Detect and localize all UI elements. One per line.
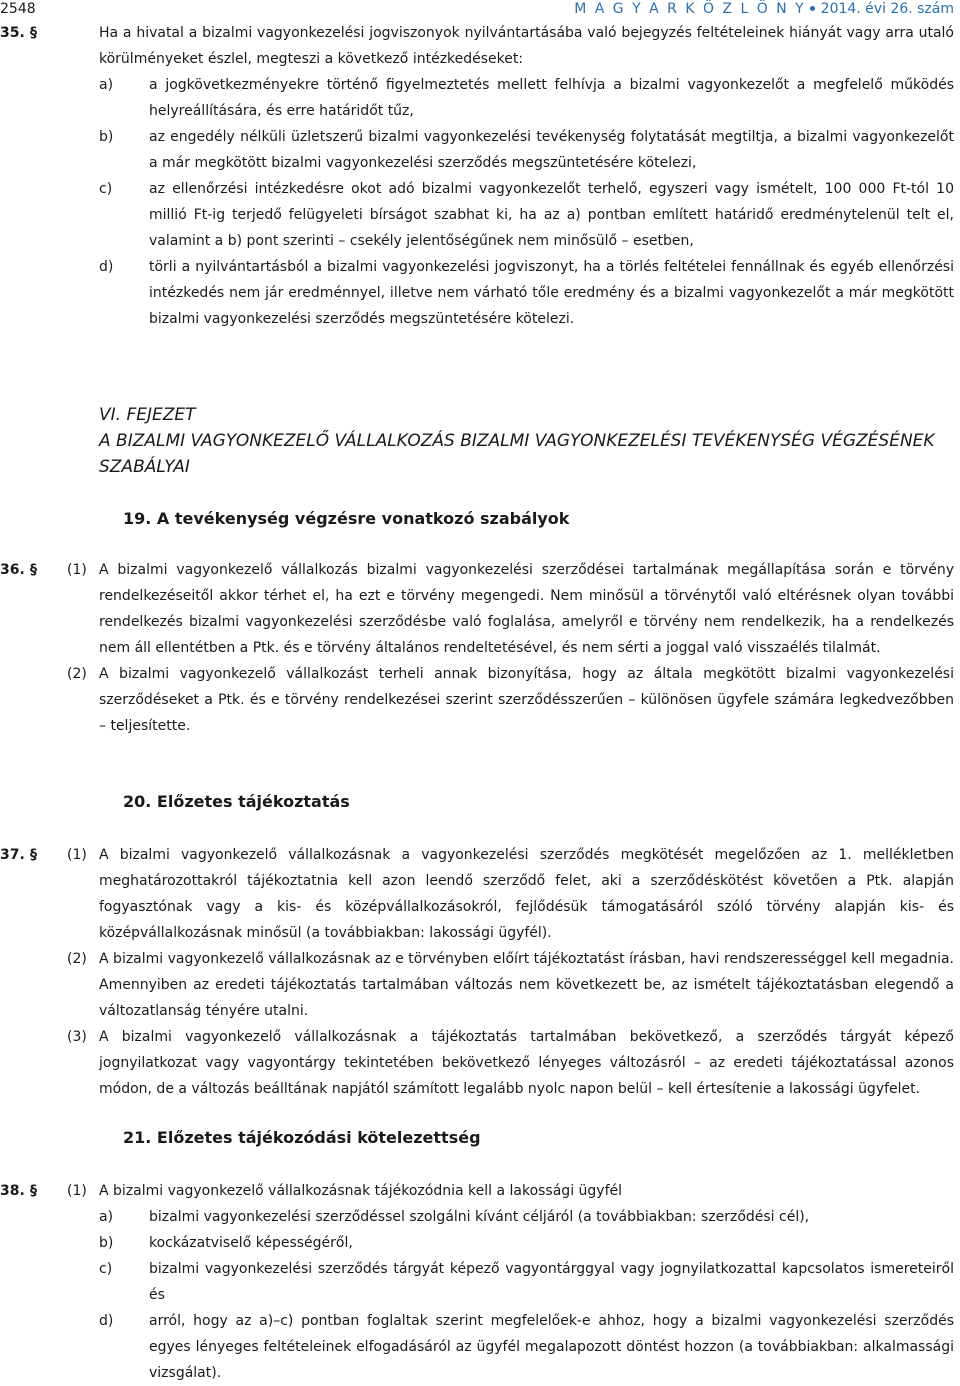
item-label: b) (99, 1235, 114, 1251)
list-item (0, 254, 954, 332)
list-item (0, 1308, 954, 1386)
journal-header (574, 0, 954, 18)
section-mark: § (30, 25, 37, 41)
list-item (0, 1204, 954, 1230)
subsection-text: A bizalmi vagyonkezelő vállalkozást terheli annak bizonyítása, hogy az általa megkötött bizalmi vagyonkezelési szerződéseket a Ptk. és e törvény rendelkezései szerint szerződésszerűen – különösen ügyfele számára legkedvezőbben – teljesítette. (99, 666, 954, 734)
issue-label: 2014. évi 26. szám (820, 1, 954, 17)
item-text: bizalmi vagyonkezelési szerződéssel szolgálni kívánt céljáról (a továbbiakban: szerződési cél), (149, 1209, 810, 1225)
item-label: a) (99, 77, 114, 93)
page-number: 2548 (0, 1, 36, 17)
running-header (0, 0, 954, 20)
item-label: d) (99, 259, 114, 275)
section-heading-21: 21. Előzetes tájékozódási kötelezettség (123, 1128, 481, 1147)
list-item (0, 176, 954, 254)
subsection-number: (3) (67, 1029, 87, 1045)
subsection-number: (2) (67, 666, 87, 682)
item-text: kockázatviselő képességéről, (149, 1235, 353, 1251)
subsection-text: A bizalmi vagyonkezelő vállalkozásnak a vagyonkezelési szerződés megkötését megelőzően az 1. mellékletben meghatározottakról tájékoztatnia kell azon leendő szerződő felet, aki a szerződéskötést követően a Ptk. alapján fogyasztónak vagy a kis- és középvállalkozásokról, fejlődésük támogatásáról szóló törvény alapján kis- és középvállalkozásnak minősül (a továbbiakban: lakossági ügyfél). (99, 847, 954, 941)
item-label: d) (99, 1313, 114, 1329)
item-label: a) (99, 1209, 114, 1225)
chapter-title: A BIZALMI VAGYONKEZELŐ VÁLLALKOZÁS BIZALMI VAGYONKEZELÉSI TEVÉKENYSÉG VÉGZÉSÉNEK SZABÁLYAI (99, 431, 935, 477)
paragraph-number: 36. (0, 562, 25, 578)
paragraph-38 (0, 1178, 954, 1386)
item-text: bizalmi vagyonkezelési szerződés tárgyát képező vagyontárggyal vagy jognyilatkozattal kapcsolatos ismereteiről és (149, 1261, 954, 1303)
list-item (0, 1256, 954, 1308)
chapter-number: VI. FEJEZET (99, 405, 196, 425)
paragraph-number: 37. (0, 847, 25, 863)
section-heading-19: 19. A tevékenység végzésre vonatkozó szabályok (123, 509, 570, 528)
item-text: arról, hogy az a)–c) pontban foglaltak szerint megfelelőek-e ahhoz, hogy a bizalmi vagyonkezelési szerződés egyes lényeges feltételeinek elfogadásáról az ügyfél megalapozott döntést hozzon (a továbbiakban: alkalmassági vizsgálat). (149, 1313, 954, 1381)
list-item (0, 124, 954, 176)
section-heading-20: 20. Előzetes tájékoztatás (123, 792, 350, 811)
bullet-separator-icon (810, 6, 815, 11)
subsection-number: (1) (67, 562, 87, 578)
item-text: az engedély nélküli üzletszerű bizalmi vagyonkezelési tevékenység folytatását megtiltja, a bizalmi vagyonkezelőt a már megkötött bizalmi vagyonkezelési szerződés megszüntetésére kötelezi, (149, 129, 954, 171)
section-mark: § (30, 562, 37, 578)
list-item (0, 1230, 954, 1256)
subsection-text: A bizalmi vagyonkezelő vállalkozásnak a tájékoztatás tartalmában bekövetkező, a szerződés tárgyát képező jognyilatkozat vagy vagyontárgy tekintetében bekövetkező lényeges változásról – az eredeti tájékoztatással azonos módon, de a változás beálltának napjától számított legalább nyolc napon belül – kell értesítenie a lakossági ügyfelet. (99, 1029, 954, 1097)
subsection-number: (2) (67, 951, 87, 967)
subsection-number: (1) (67, 1183, 87, 1199)
list-item (0, 72, 954, 124)
item-text: az ellenőrzési intézkedésre okot adó bizalmi vagyonkezelőt terhelő, egyszeri vagy ismételt, 100 000 Ft-tól 10 millió Ft-ig terjedő felügyeleti bírságot szabhat ki, ha az a) pontban említett határidő eredménytelenül telt el, valamint a b) pont szerinti – csekély jelentőségűnek nem minősülő – esetben, (149, 181, 954, 249)
item-text: a jogkövetkezményekre történő figyelmeztetés mellett felhívja a bizalmi vagyonkezelőt a megfelelő működés helyreállítására, és erre határidőt tűz, (149, 77, 954, 119)
paragraph-36 (0, 557, 954, 739)
item-text: törli a nyilvántartásból a bizalmi vagyonkezelési jogviszonyt, ha a törlés feltételei fennállnak és egyéb ellenőrzési intézkedés nem jár eredménnyel, illetve nem várható tőle eredmény és a bizalmi vagyonkezelőt a már megkötött bizalmi vagyonkezelési szerződés megszüntetésére kötelezi. (149, 259, 954, 327)
item-label: c) (99, 181, 113, 197)
section-mark: § (30, 847, 37, 863)
paragraph-number: 38. (0, 1183, 25, 1199)
item-label: b) (99, 129, 114, 145)
paragraph-number: 35. (0, 25, 25, 41)
section-mark: § (30, 1183, 37, 1199)
paragraph-37 (0, 842, 954, 1102)
subsection-text: A bizalmi vagyonkezelő vállalkozás bizalmi vagyonkezelési szerződései tartalmának megállapítása során e törvény rendelkezéseitől akkor térhet el, ha ezt e törvény megengedi. Nem minősül a törvénytől való eltérésnek olyan további rendelkezés bizalmi vagyonkezelési szerződésbe való foglalása, amelyről e törvény nem rendelkezik, ha a rendelkezés nem áll ellentétben a Ptk. és e törvény általános rendeltetésével, és nem sérti a joggal való visszaélés tilalmát. (99, 562, 954, 656)
paragraph-intro: Ha a hivatal a bizalmi vagyonkezelési jogviszonyok nyilvántartásába való bejegyzés feltételeinek hiányát vagy arra utaló körülményeket észlel, megteszi a következő intézkedéseket: (99, 25, 954, 67)
journal-title: M A G Y A R K Ö Z L Ö N Y (574, 1, 806, 17)
subsection-text: A bizalmi vagyonkezelő vállalkozásnak az e törvényben előírt tájékoztatást írásban, havi rendszerességgel kell megadnia. Amennyiben az eredeti tájékoztatás tartalmában változás nem következett be, az ismételt tájékoztatásban elegendő a változatlanság tényére utalni. (99, 951, 954, 1019)
subsection-number: (1) (67, 847, 87, 863)
paragraph-35 (0, 20, 954, 332)
item-label: c) (99, 1261, 113, 1277)
subsection-intro: A bizalmi vagyonkezelő vállalkozásnak tájékozódnia kell a lakossági ügyfél (99, 1183, 623, 1199)
chapter-heading (99, 402, 954, 480)
